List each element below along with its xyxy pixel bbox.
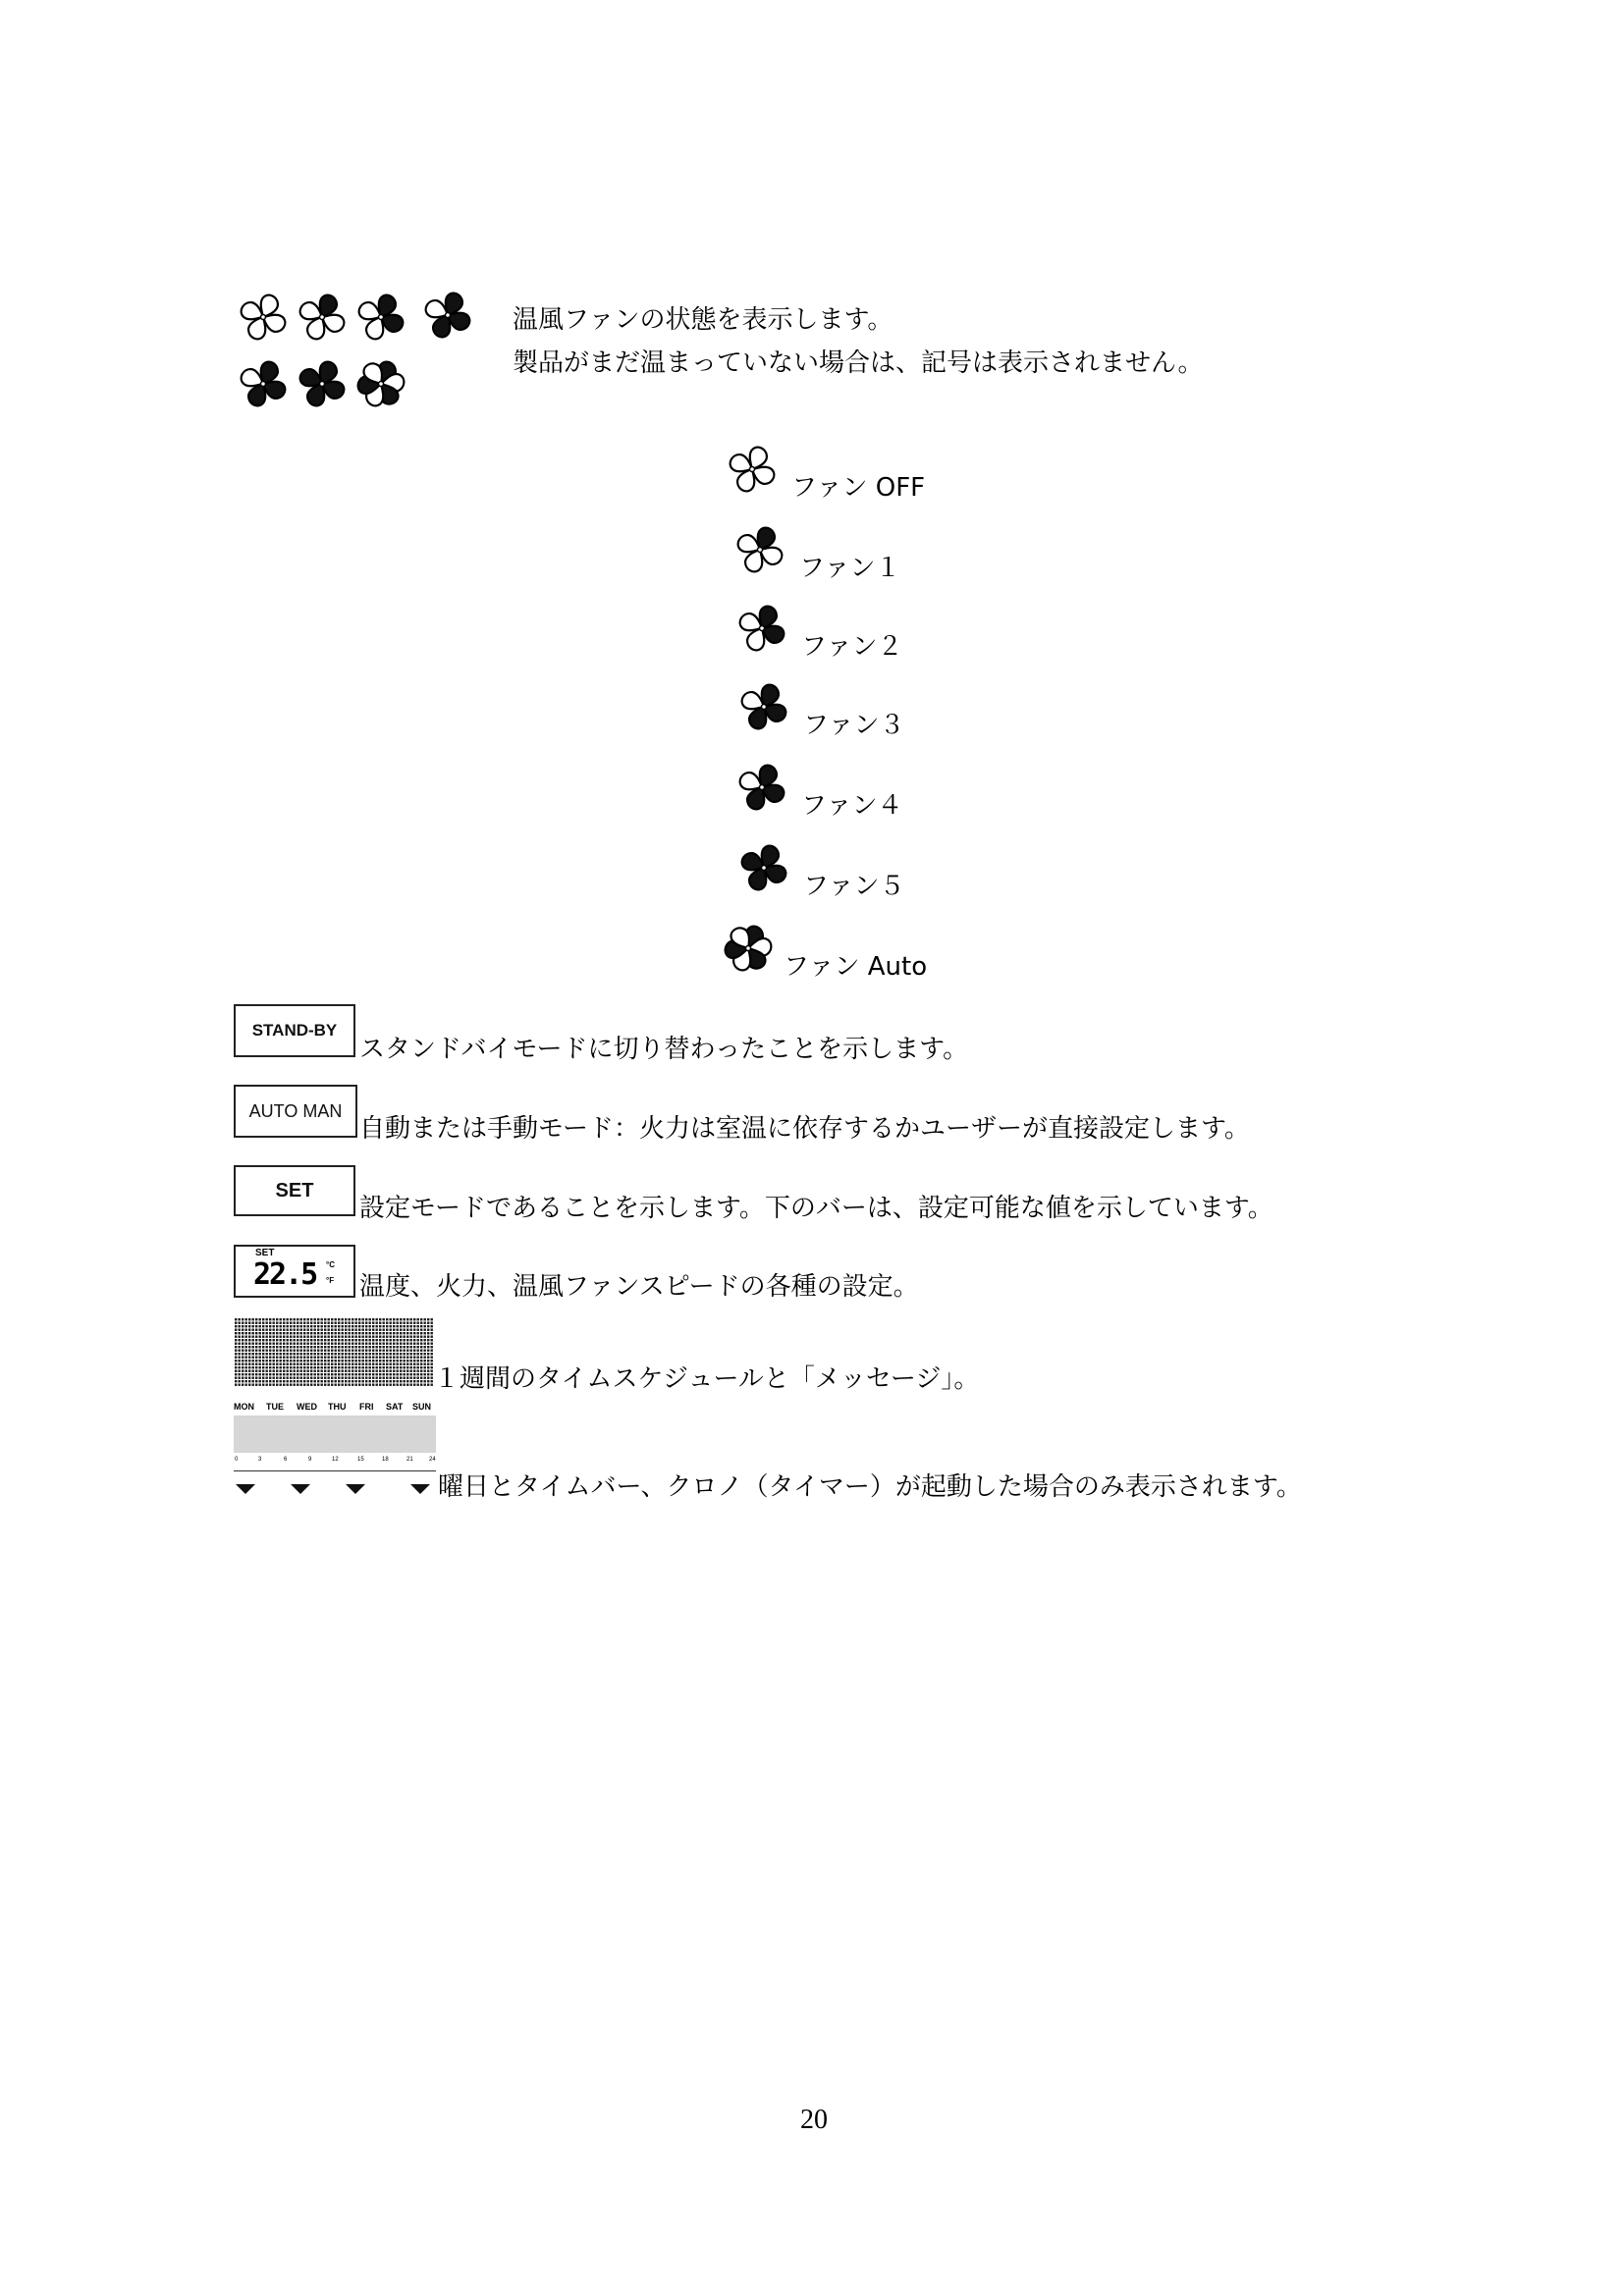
day-label-fri: FRI	[359, 1402, 374, 1412]
hour-tick-label: 12	[332, 1457, 339, 1463]
auto-man-description: 自動または手動モード：火力は室温に依存するかユーザーが直接設定します。	[359, 1114, 1250, 1144]
fan-off-icon	[723, 440, 782, 499]
day-arrow-icon	[346, 1484, 365, 1494]
fan-mode-label: ファン５	[803, 872, 905, 901]
fan-speed-2-icon	[353, 290, 408, 345]
hour-tick-label: 18	[382, 1457, 389, 1463]
hour-tick-label: 6	[284, 1457, 288, 1463]
fan-off-icon	[236, 290, 291, 345]
day-label-wed: WED	[297, 1402, 317, 1412]
day-time-bar-display	[234, 1402, 440, 1496]
day-label-thu: THU	[328, 1402, 347, 1412]
set-badge-label: SET	[275, 1179, 314, 1201]
hour-scale	[234, 1457, 436, 1471]
day-label-sun: SUN	[412, 1402, 432, 1412]
fan-auto-icon	[353, 356, 408, 411]
hour-tick-label: 21	[406, 1457, 413, 1463]
fan-speed-4-icon	[236, 356, 291, 411]
fan-mode-label: ファン４	[801, 791, 903, 821]
fan-speed-3-icon	[420, 288, 475, 343]
time-bar	[234, 1415, 436, 1453]
fan-speed-5-icon	[295, 356, 350, 411]
set-badge	[234, 1165, 355, 1216]
display-set-label: SET	[255, 1248, 275, 1258]
standby-badge-label: STAND-BY	[251, 1021, 338, 1040]
day-label-sat: SAT	[386, 1402, 404, 1412]
day-arrow-icon	[236, 1484, 255, 1494]
hour-tick-label: 0	[235, 1457, 239, 1463]
standby-description: スタンドバイモードに切り替わったことを示します。	[359, 1035, 969, 1064]
matrix-description: １週間のタイムスケジュールと「メッセージ」。	[434, 1364, 980, 1394]
day-label-mon: MON	[234, 1402, 254, 1412]
display-value: 22.5	[253, 1257, 317, 1292]
display-unit-f: °F	[326, 1276, 335, 1285]
fan-speed-3-icon	[734, 677, 793, 736]
fan-mode-label: ファン３	[803, 711, 905, 740]
hour-tick-label: 24	[429, 1457, 436, 1463]
temperature-display-badge	[234, 1245, 355, 1298]
fan-icon-cluster	[232, 288, 487, 420]
page-number: 20	[800, 2105, 828, 2135]
auto-man-badge	[234, 1085, 357, 1138]
fan-mode-label: ファン OFF	[791, 473, 926, 503]
set-description: 設定モードであることを示します。下のバーは、設定可能な値を示しています。	[359, 1194, 1273, 1223]
display-unit-c: °C	[326, 1260, 335, 1269]
fan-speed-2-icon	[732, 599, 791, 658]
fan-speed-5-icon	[734, 838, 793, 897]
standby-badge	[234, 1004, 355, 1057]
fan-mode-label: ファン Auto	[784, 952, 928, 982]
day-arrow-row	[234, 1482, 440, 1496]
dot-matrix-display	[234, 1317, 436, 1388]
day-label-tue: TUE	[266, 1402, 284, 1412]
hour-tick-label: 9	[308, 1457, 312, 1463]
hour-tick-label: 15	[357, 1457, 364, 1463]
auto-man-badge-label: AUTO MAN	[248, 1100, 343, 1121]
fan-mode-label: ファン１	[799, 554, 901, 583]
fan-auto-icon	[717, 919, 780, 978]
daystrip-description: 曜日とタイムバー、クロノ（タイマー）が起動した場合のみ表示されます。	[438, 1472, 1302, 1502]
fan-speed-1-icon	[731, 520, 789, 579]
fan-speed-1-icon	[295, 290, 350, 345]
intro-line-1: 温風ファンの状態を表示します。	[513, 305, 893, 335]
day-arrow-icon	[291, 1484, 310, 1494]
intro-line-2: 製品がまだ温まっていない場合は、記号は表示されません。	[513, 348, 1204, 378]
hour-tick-label: 3	[258, 1457, 262, 1463]
display-description: 温度、火力、温風ファンスピードの各種の設定。	[359, 1272, 919, 1302]
fan-mode-label: ファン２	[801, 632, 903, 662]
day-arrow-icon	[410, 1484, 430, 1494]
fan-speed-4-icon	[732, 758, 791, 817]
